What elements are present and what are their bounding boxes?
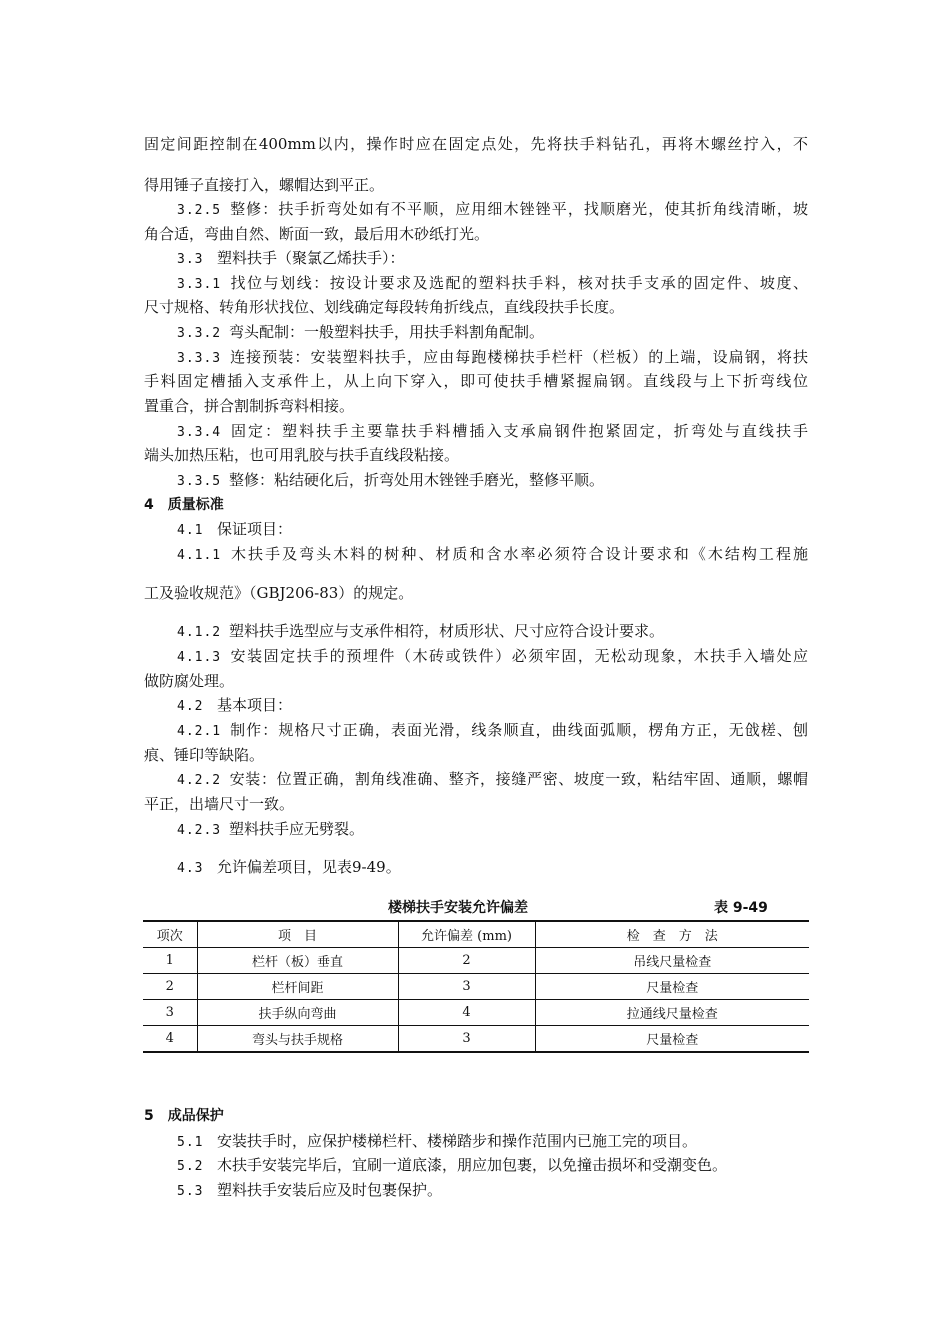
paragraph-line: 得用锤子直接打入，螺帽达到平正。 xyxy=(144,176,385,194)
cell-method: 尺量检查 xyxy=(535,974,809,1000)
section-text: 安装：位置正确，割角线准确、整齐，接缝严密、坡度一致，粘结牢固、通顺，螺帽 xyxy=(229,770,808,788)
section-number: 4.2.1 xyxy=(177,724,222,739)
cell-index: 2 xyxy=(143,974,197,1000)
heading-quality-standard: 4 质量标准 xyxy=(144,497,224,513)
section-number: 3.3.4 xyxy=(177,425,222,440)
section-text: 固定：塑料扶手主要靠扶手料槽插入支承扁钢件抱紧固定，折弯处与直线扶手 xyxy=(229,422,808,440)
section-text: 塑料扶手选型应与支承件相符，材质形状、尺寸应符合设计要求。 xyxy=(229,622,665,640)
heading-product-protection: 5 成品保护 xyxy=(144,1108,224,1124)
section-text: 弯头配制：一般塑料扶手，用扶手料割角配制。 xyxy=(229,323,545,341)
section-3-3-1 xyxy=(177,273,808,295)
header-index: 项次 xyxy=(143,921,197,948)
section-4-2 xyxy=(177,695,292,717)
section-3-3-2 xyxy=(177,322,544,344)
section-number: 4.2.3 xyxy=(177,823,222,838)
section-4-2-3 xyxy=(177,819,364,841)
section-4-2-2 xyxy=(177,769,808,791)
section-number: 3.3.2 xyxy=(177,326,222,341)
section-number: 4.3 xyxy=(177,861,204,876)
header-item: 项 目 xyxy=(197,921,398,948)
section-number: 4.1 xyxy=(177,523,204,538)
section-number: 5.3 xyxy=(177,1184,204,1199)
section-text: 保证项目： xyxy=(217,520,293,538)
section-number: 4.1.3 xyxy=(177,650,222,665)
section-number: 3.3.3 xyxy=(177,351,222,366)
header-method: 检 查 方 法 xyxy=(535,921,809,948)
paragraph-line: 固定间距控制在400mm以内，操作时应在固定点处，先将扶手料钻孔，再将木螺丝拧入，不 xyxy=(144,135,808,153)
section-text: 整修：扶手折弯处如有不平顺，应用细木锉锉平，找顺磨光，使其折角线清晰，坡 xyxy=(229,200,808,218)
cell-tolerance: 3 xyxy=(398,974,535,1000)
cell-tolerance: 4 xyxy=(398,1000,535,1026)
section-text: 塑料扶手安装后应及时包裹保护。 xyxy=(217,1181,443,1199)
section-number: 3.3.1 xyxy=(177,277,222,292)
section-text: 木扶手及弯头木料的树种、材质和含水率必须符合设计要求和《木结构工程施 xyxy=(229,545,808,563)
section-3-3-5 xyxy=(177,470,604,492)
section-text: 基本项目： xyxy=(217,696,293,714)
table-row xyxy=(143,974,809,1000)
paragraph-line: 尺寸规格、转角形状找位、划线确定每段转角折线点，直线段扶手长度。 xyxy=(144,298,625,316)
cell-item: 栏杆间距 xyxy=(197,974,398,1000)
section-number: 3.3 xyxy=(177,252,204,267)
table-row xyxy=(143,1026,809,1053)
section-3-2-5 xyxy=(177,199,808,221)
section-5-1 xyxy=(177,1131,697,1153)
section-text: 安装扶手时，应保护楼梯栏杆、楼梯踏步和操作范围内已施工完的项目。 xyxy=(217,1132,698,1150)
section-4-2-1 xyxy=(177,720,808,742)
section-text: 允许偏差项目，见表9-49。 xyxy=(217,858,401,876)
cell-method: 尺量检查 xyxy=(535,1026,809,1053)
section-4-1 xyxy=(177,519,292,541)
cell-item: 弯头与扶手规格 xyxy=(197,1026,398,1053)
cell-tolerance: 3 xyxy=(398,1026,535,1053)
section-4-1-2 xyxy=(177,621,664,643)
section-text: 安装固定扶手的预埋件（木砖或铁件）必须牢固，无松动现象，木扶手入墙处应 xyxy=(229,647,808,665)
table-title: 楼梯扶手安装允许偏差 xyxy=(388,900,528,916)
section-number: 4.1.2 xyxy=(177,625,222,640)
section-4-3 xyxy=(177,857,401,879)
paragraph-line: 手料固定槽插入支承件上，从上向下穿入，即可使扶手槽紧握扁钢。直线段与上下折弯线位 xyxy=(144,372,808,390)
section-text: 制作：规格尺寸正确，表面光滑，线条顺直，曲线面弧顺，楞角方正，无戗槎、刨 xyxy=(229,721,808,739)
table-row xyxy=(143,1000,809,1026)
tolerance-table xyxy=(143,920,809,1053)
section-number: 3.3.5 xyxy=(177,474,222,489)
section-5-3 xyxy=(177,1180,442,1202)
paragraph-line: 痕、锤印等缺陷。 xyxy=(144,746,265,764)
section-4-1-3 xyxy=(177,646,808,668)
cell-index: 3 xyxy=(143,1000,197,1026)
cell-item: 栏杆（板）垂直 xyxy=(197,948,398,974)
section-3-3-4 xyxy=(177,421,808,443)
paragraph-line: 工及验收规范》（GBJ206-83）的规定。 xyxy=(144,584,414,602)
paragraph-line: 做防腐处理。 xyxy=(144,672,235,690)
section-5-2 xyxy=(177,1155,727,1177)
section-number: 4.2 xyxy=(177,699,204,714)
cell-method: 拉通线尺量检查 xyxy=(535,1000,809,1026)
section-number: 4.2.2 xyxy=(177,773,222,788)
cell-index: 4 xyxy=(143,1026,197,1053)
section-text: 木扶手安装完毕后，宜刷一道底漆，朋应加包裹，以免撞击损坏和受潮变色。 xyxy=(217,1156,728,1174)
paragraph-line: 端头加热压粘，也可用乳胶与扶手直线段粘接。 xyxy=(144,446,460,464)
section-text: 找位与划线：按设计要求及选配的塑料扶手料，核对扶手支承的固定件、坡度、 xyxy=(229,274,808,292)
section-text: 连接预装：安装塑料扶手，应由每跑楼梯扶手栏杆（栏板）的上端，设扁钢，将扶 xyxy=(229,348,808,366)
table-number: 表 9-49 xyxy=(714,900,768,916)
cell-item: 扶手纵向弯曲 xyxy=(197,1000,398,1026)
section-text: 塑料扶手（聚氯乙烯扶手）： xyxy=(217,249,405,267)
section-number: 5.1 xyxy=(177,1135,204,1150)
section-number: 3.2.5 xyxy=(177,203,222,218)
section-4-1-1 xyxy=(177,544,808,566)
table-header-row xyxy=(143,921,809,948)
section-3-3 xyxy=(177,248,405,270)
paragraph-line: 置重合，拼合割制拆弯料相接。 xyxy=(144,397,355,415)
cell-index: 1 xyxy=(165,953,174,968)
cell-method: 吊线尺量检查 xyxy=(535,948,809,974)
section-text: 整修：粘结硬化后，折弯处用木锉锉手磨光，整修平顺。 xyxy=(229,471,605,489)
header-tolerance: 允许偏差 (mm) xyxy=(398,921,535,948)
table-row xyxy=(143,948,809,974)
section-number: 4.1.1 xyxy=(177,548,222,563)
paragraph-line: 角合适，弯曲自然、断面一致，最后用木砂纸打光。 xyxy=(144,225,490,243)
section-number: 5.2 xyxy=(177,1159,204,1174)
section-text: 塑料扶手应无劈裂。 xyxy=(229,820,365,838)
section-3-3-3 xyxy=(177,347,808,369)
cell-tolerance: 2 xyxy=(398,948,535,974)
paragraph-line: 平正，出墙尺寸一致。 xyxy=(144,795,295,813)
